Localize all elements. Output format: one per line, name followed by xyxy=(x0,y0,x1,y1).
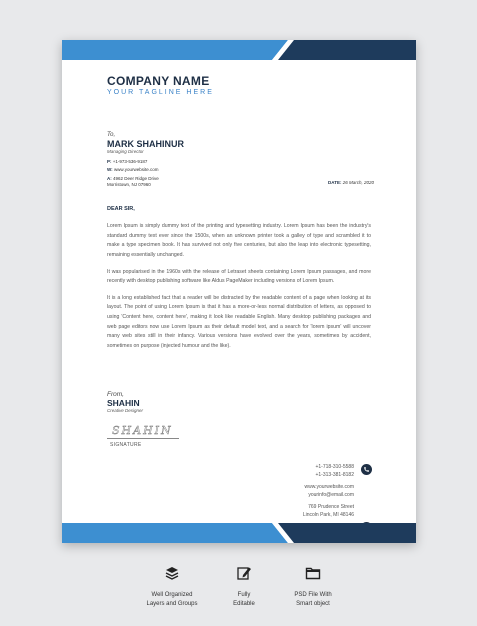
recipient-block xyxy=(107,132,184,187)
signature-text: SHAHIN xyxy=(112,424,173,437)
recipient-name: MARK SHAHINUR xyxy=(107,139,184,149)
recipient-title: Managing Director xyxy=(107,149,144,154)
feature-layers-label: Well Organized Layers and Groups xyxy=(146,592,198,607)
feature-editable-label: Fully Editable xyxy=(233,592,255,607)
paragraph-2: It was popularised in the 1960s with the release of Letraset sheets containing Lorem Ipsum passages, and more recently with desktop publishing software like Aldus PageMaker including versions of Lorem Ipsum. xyxy=(107,268,371,285)
company-name: COMPANY NAME xyxy=(107,74,210,88)
phone-value: +1-973-536-9187 xyxy=(112,159,148,164)
paragraph-3: It is a long established fact that a reader will be distracted by the readable content of a page when looking at its layout. The point of using Lorem Ipsum is that it has a more-or-less normal distribution of letters, as opposed to using 'Content here, content here', making it look like readable English. Many desktop publishing packages and web page editors now use Lorem Ipsum as their default model text, and a search for 'lorem ipsum' will uncover many web sites still in their infancy. Various versions have evolved over the years, sometimes by accident, sometimes on purpose (injected humour and the like). xyxy=(107,294,371,349)
recipient-web xyxy=(107,167,184,173)
contact-email: yourinfo@email.com xyxy=(308,491,354,498)
contact-address-2: Lincoln Park, MI 48146 xyxy=(302,511,354,518)
letterhead-sheet xyxy=(62,40,416,543)
signature-label: SIGNATURE xyxy=(110,442,142,448)
recipient-address xyxy=(107,176,184,188)
address-line2: Morristown, NJ 07960 xyxy=(107,181,151,187)
company-tagline: YOUR TAGLINE HERE xyxy=(107,89,214,96)
header-bar xyxy=(62,40,416,60)
edit-icon xyxy=(236,565,252,581)
contact-info xyxy=(303,464,354,519)
header-navy-band xyxy=(278,40,416,60)
date-label: DATE: xyxy=(328,180,342,185)
company-block xyxy=(107,74,214,96)
phone-label: P: xyxy=(107,159,112,164)
letter-date xyxy=(328,180,374,185)
signature-line xyxy=(107,438,179,439)
recipient-phone xyxy=(107,159,184,165)
sender-name: SHAHIN xyxy=(107,398,140,408)
footer-navy-band xyxy=(278,523,416,543)
sender-title: Creative Designer xyxy=(107,408,144,413)
phone-icon xyxy=(361,464,372,475)
contact-address-1: 769 Prudence Street xyxy=(308,504,354,510)
footer-blue-band xyxy=(62,523,288,543)
address-line1: 4962 Deer Ridge Drive xyxy=(113,175,159,181)
web-label: W: xyxy=(107,167,113,173)
to-label: To, xyxy=(107,132,116,138)
feature-psd-label: PSD File With Smart object xyxy=(294,592,332,607)
web-value: www.yourwebsite.com xyxy=(113,167,159,173)
header-blue-band xyxy=(62,40,288,60)
address-label: A: xyxy=(107,175,112,181)
from-label: From, xyxy=(107,391,124,398)
sender-block xyxy=(107,391,143,413)
handwritten-signature xyxy=(110,422,182,438)
date-value: 26 March, 2020 xyxy=(342,180,374,185)
contact-phone-2: +1-313-381-8182 xyxy=(315,471,354,478)
folder-icon xyxy=(305,565,321,581)
feature-psd xyxy=(268,565,358,608)
paragraph-1: Lorem Ipsum is simply dummy text of the printing and typesetting industry. Lorem Ipsum has been the industry's standard dummy text ever since the 1500s, when an unknown printer took a galley of type and scrambled it to make a type specimen book. It has survived not only five centuries, but also the leap into electronic typesetting, remaining essentially unchanged. xyxy=(107,223,371,258)
layers-icon xyxy=(164,565,180,581)
contact-website: www.yourwebsite.com xyxy=(304,484,354,490)
contact-phone-1: +1-718-310-5588 xyxy=(315,464,354,470)
greeting: DEAR SIR, xyxy=(107,206,135,212)
feature-strip xyxy=(0,565,477,625)
footer-bar xyxy=(62,523,416,543)
letter-body xyxy=(107,222,371,359)
